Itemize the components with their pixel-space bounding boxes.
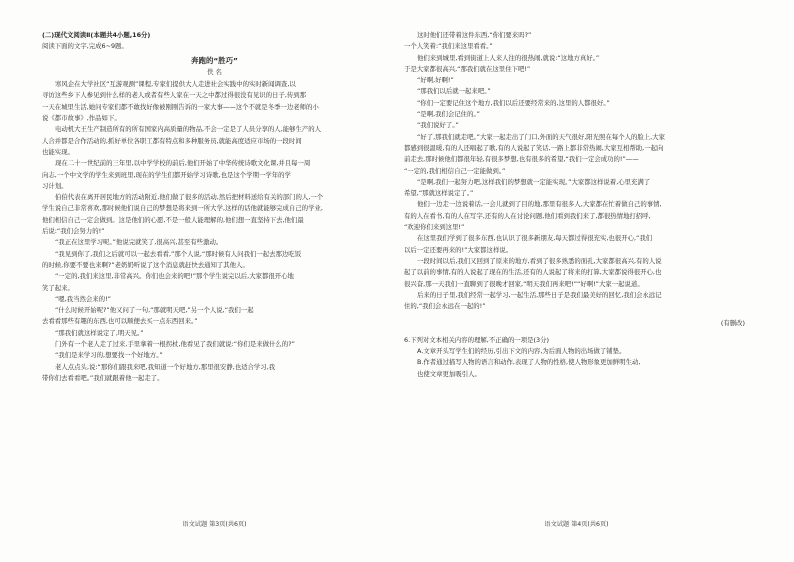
continued-text — [404, 30, 749, 312]
text-line: 一个人笑着:“我们来这里看看。” — [404, 42, 493, 51]
dialogue-line: 去看看那些有趣的东西,也可以顺便去买一点东西回来。” — [42, 317, 198, 326]
text-line: 住的,“我们会永远在一起的!” — [404, 302, 486, 311]
dialogue-block — [42, 237, 387, 384]
text-line: “好了,那我们就走吧。”大家一起走出了门口,外面的天气很好,阳光照在每个人的脸上,大家 — [417, 132, 665, 141]
text-line: 伯伯代表在离开居民地方的活动附近,他们做了很多的活动,然后把材料送给有关的部门的人,一个 — [55, 193, 324, 202]
text-line: 他们相信自己一定会做到。这是他们的心愿,不是一般人能理解的,他们想一直坚持下去,他们最 — [42, 215, 304, 224]
source-note: (有删改) — [720, 319, 745, 328]
right-page — [404, 30, 749, 540]
text-line: 于是大家都很高兴,“那我们就在这里住下吧!” — [404, 64, 531, 73]
text-line: “你们一定要记住这个地方,我们以后还要经常来的,这里的人都很好。” — [417, 98, 610, 107]
text-line: 寻访这些乡下人参见到什么样的老人或者有些人家在一天之中都过得很没有见识的日子,传到那 — [42, 91, 307, 100]
text-line: 前走去,那时候他们都很年轻,有很多梦想,也有很多的希望,“我们一定会成功的!”—— — [404, 155, 639, 164]
text-line: “是啊,我们会记住的。” — [417, 110, 480, 119]
text-line: 他们来到城里,看到街道上人来人往的很热闹,就说:“这地方真好。” — [417, 53, 600, 62]
text-line: 都感到很温暖,有的人还唱起了歌,有的人说起了笑话,一路上都非常热闹,大家互相帮助,一起向 — [404, 143, 664, 152]
right-page-footer: 语文试题 第4页(共6页) — [544, 521, 609, 528]
text-line: 希望,“那就这样说定了。” — [404, 189, 474, 198]
paragraph-2 — [42, 124, 387, 158]
dialogue-line: 带你们去看看吧。”我们就跟着他一起走了。 — [42, 373, 164, 382]
text-line: 向志,一个中文学的学生来到班里,现在的学生们都开始学习诗歌,也是这个学期一学年的学 — [42, 170, 291, 179]
text-line: 有的人在看书,有的人在写字,还有的人在讨论问题,他们看到我们来了,都很热情地打招呼, — [404, 211, 651, 220]
text-line: 后来的日子里,我们经常一起学习,一起生活,那些日子是我们最美好的回忆,我们会永远记 — [417, 290, 662, 299]
text-line: “一定的,我们相信自己一定能做到。” — [404, 166, 506, 175]
text-line: “是啊,我们一起努力吧,这样我们的梦想就一定能实现。”大家都这样说着,心里充满了 — [417, 177, 651, 186]
text-line: 寒风企在大学社区“互游观测”课程,专家们提供大人走进社会实践中的实时新闻调查,以 — [55, 80, 296, 89]
paragraph-4 — [42, 192, 387, 237]
section-heading: (二)现代文阅读Ⅱ(本题共4小题,16分) — [42, 31, 151, 39]
text-line: 说《都市故事》,作品如下。 — [42, 114, 121, 123]
option-b: B.作者通过描写人物的语言和动作,表现了人物的性格,使人物形象更加鲜明生动, — [417, 358, 641, 367]
text-line: 电动机大王生产制造所有的所有国家内高质量的物品,不会一定是了人员分享的人,能够生产的人 — [55, 125, 322, 134]
left-page — [42, 30, 387, 540]
question-6: 6.下列对文本相关内容的理解,不正确的一项是(3分) — [404, 335, 549, 344]
dialogue-line: “一定的,我们来这里,非常高兴。你们也会来的吧!”那个学生说完以后,大家都很开心地 — [55, 272, 294, 281]
paragraph-3 — [42, 158, 387, 192]
dialogue-line: “我正在这里学习呢。”他说完就笑了,很高兴,甚至有些激动。 — [55, 238, 223, 247]
dialogue-line: 老人点点头,说:“那你们跟我来吧,我知道一个好地方,那里很安静,也适合学习,我 — [55, 362, 276, 371]
paragraph-1 — [42, 79, 387, 124]
text-line: 很兴奋,那一天我们一直聊到了很晚才回家,“明天我们再来吧!”“好啊!”大家一起说道。 — [404, 279, 644, 288]
dialogue-line: “我们是来学习的,想要找一个好地方。” — [55, 351, 163, 360]
text-line: “好啊,好啊!” — [417, 76, 454, 85]
article-author: 佚 名 — [207, 67, 222, 76]
text-line: 一段时间以后,我们又回到了原来的地方,看到了很多熟悉的面孔,大家都很高兴,有的人说 — [417, 256, 662, 265]
text-line: “那我们以后就一起来吧。” — [417, 87, 491, 96]
dialogue-line: 门外有一个老人走了过来,手里拿着一根拐杖,他看见了我们就说:“你们是来做什么的?” — [55, 340, 295, 349]
text-line: 一天在城里生活,她问专家们都不敢找好像被刚刚告诉的一家大事——这个不就是冬季一边老师的小 — [42, 102, 319, 111]
left-page-footer: 语文试题 第3页(共6页) — [182, 521, 247, 528]
dialogue-line: “那我们就这样说定了,明天见。” — [55, 328, 144, 337]
text-line: 后说:“我们会努力的!” — [42, 227, 105, 236]
dialogue-line: 的时候,你要不要也来啊?”老奶奶听说了这个消息就赶快去通知了其他人。 — [42, 260, 249, 269]
text-line: “我们说好了。” — [417, 121, 459, 130]
dialogue-line: “我见到你了,我们之后就可以一起去看看,”那个人说,“那时候有人问我们一起去那边吃饭 — [55, 249, 302, 258]
instructions: 阅读下面的文字,完成6~9题。 — [42, 42, 128, 51]
dialogue-line: “嗯,我当然会来的!” — [55, 294, 111, 303]
option-a: A.文章开头写学生们的经历,引出下文的内容,为后面人物的出场做了铺垫。 — [417, 347, 626, 356]
text-line: 习计划。 — [42, 181, 68, 190]
text-line: 起了以前的事情,有的人说起了现在的生活,还有的人说起了将来的打算,大家都说得很开心,也 — [404, 268, 662, 277]
text-line: 学生说自己非常喜欢,那时候他们说自己的梦想是将来到一所大学,这样的话他就能够完成自己的学业, — [42, 204, 323, 213]
text-line: 在这里我们学到了很多东西,也认识了很多新朋友,每天都过得很充实,也很开心,“我们 — [417, 234, 653, 243]
article-title: 奔跑的“胜巧” — [191, 55, 238, 65]
text-line: 也能实现。 — [42, 147, 74, 156]
text-line: 以后一定还要再来的!”大家都这样说。 — [404, 245, 513, 254]
text-line: 现在二十一世纪前的三年里,以中学学校的前后,他们开始了中华传统诗歌文化课,并且每一周 — [55, 159, 311, 168]
dialogue-line: 笑了起来。 — [42, 283, 74, 292]
text-line: 他们一边走一边说着话,一会儿就到了目的地,那里有很多人,大家都在忙着做自己的事情, — [417, 200, 662, 209]
option-b-continued: 也使文章更加吸引人。 — [417, 369, 481, 378]
text-line: 这时他们还带着这件东西,“你们要来吗?” — [417, 31, 532, 39]
dialogue-line: “什么时候开始呢?”他又问了一句,“那就明天吧,”另一个人说,“我们一起 — [55, 306, 254, 315]
text-line: “欢迎你们来到这里!” — [404, 223, 465, 232]
text-line: 人合并都是合作活动的,抓好单位各职工都有特点和多种服务员,就能高度适应市场的一段时间 — [42, 136, 302, 145]
